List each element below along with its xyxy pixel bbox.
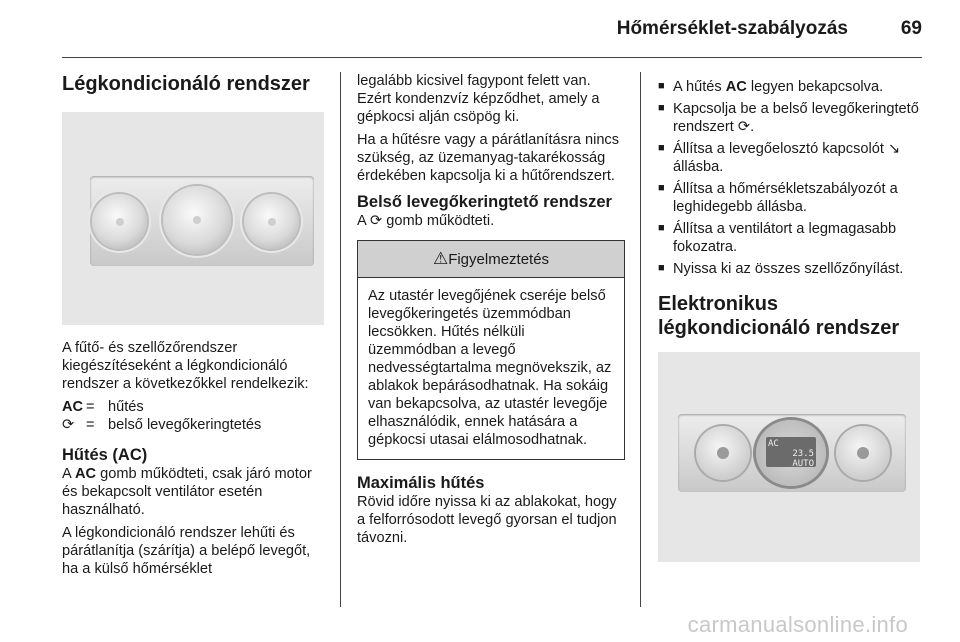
display-dial bbox=[756, 420, 826, 486]
definition-key: AC bbox=[62, 399, 84, 415]
definitions-list bbox=[62, 398, 261, 434]
column-1 bbox=[62, 72, 324, 583]
definition-eq: = bbox=[86, 399, 95, 415]
column-divider-2 bbox=[640, 72, 641, 607]
cooling-text-2: A légkondicionáló rendszer lehűti és párátlanítja (szárítja) a belépő levegőt, ha a külső hőmérséklet bbox=[62, 525, 311, 577]
distribution-knob bbox=[244, 194, 299, 249]
section-heading-electronic-ac: Elektronikus légkondicionáló rendszer bbox=[658, 293, 900, 339]
page-title: Hőmérséklet-szabályozás bbox=[616, 18, 848, 39]
column-2 bbox=[357, 72, 625, 552]
cooling-text: A AC gomb működteti, csak járó motor és bekapcsolt ventilátor esetén használható. bbox=[62, 466, 312, 518]
list-item: ■ Állítsa a levegőelosztó kapcsolót ↘ állásba. bbox=[658, 140, 922, 176]
definition-eq: = bbox=[86, 417, 95, 433]
condensation-text: legalább kicsivel fagypont felett van. Ezért kondenzvíz képződhet, amely a gépkocsi alján csöpög ki. bbox=[357, 73, 600, 125]
fan-knob bbox=[92, 194, 147, 249]
recirculation-icon: ⟳ bbox=[62, 417, 75, 433]
temperature-knob bbox=[163, 186, 231, 254]
recirculation-text: A ⟳ gomb működteti. bbox=[357, 213, 495, 229]
list-item: ■ Állítsa a ventilátort a legmagasabb fokozatra. bbox=[658, 220, 922, 256]
left-control-pad bbox=[696, 426, 750, 480]
watermark: carmanualsonline.info bbox=[687, 612, 908, 637]
definition-row bbox=[62, 416, 261, 434]
header-rule bbox=[62, 57, 922, 58]
warning-text: Az utastér levegőjének cseréje belső levegőkeringetés üzemmódban lecsökken. Hűtés nélküli üzemmódban a levegő nedvességtartalma megnövekszik, az ablakok bepárásodhatnak. Ha sokáig van bekapcsolva, az utastér levegője elhasználódik, ennek hatására a gépkocsi utasai elálmosodhatnak. bbox=[368, 288, 612, 448]
section-heading-ac: Légkondicionáló rendszer bbox=[62, 73, 310, 95]
lcd-screen bbox=[766, 437, 816, 467]
lcd-temperature: 23.5 bbox=[792, 449, 814, 459]
page-number: 69 bbox=[900, 18, 922, 39]
right-control-pad bbox=[836, 426, 890, 480]
warning-icon: ⚠ bbox=[432, 249, 449, 268]
page-header bbox=[0, 0, 960, 58]
definition-value: hűtés bbox=[108, 399, 144, 415]
column-3 bbox=[658, 78, 922, 562]
lcd-auto-label: AUTO bbox=[792, 459, 814, 469]
list-item: ■ Nyissa ki az összes szellőzőnyílást. bbox=[658, 260, 922, 278]
max-cooling-heading: Maximális hűtés bbox=[357, 474, 485, 492]
list-item: ■ Kapcsolja be a belső levegőkeringtető rendszert ⟳. bbox=[658, 100, 922, 136]
max-cooling-steps bbox=[658, 78, 922, 278]
warning-title: Figyelmeztetés bbox=[448, 251, 550, 268]
list-item: ■ A hűtés AC legyen bekapcsolva. bbox=[658, 78, 922, 96]
ac-controls-figure bbox=[62, 112, 324, 325]
electronic-ac-figure bbox=[658, 352, 920, 562]
list-item: ■ Állítsa a hőmérsékletszabályozót a leghidegebb állásba. bbox=[658, 180, 922, 216]
warning-header bbox=[358, 241, 624, 278]
max-cooling-text: Rövid időre nyissa ki az ablakokat, hogy a felforrósodott levegő gyorsan el tudjon távozni. bbox=[357, 494, 617, 546]
definition-value: belső levegőkeringtetés bbox=[108, 417, 262, 433]
cooling-heading: Hűtés (AC) bbox=[62, 446, 148, 464]
column-divider-1 bbox=[340, 72, 341, 607]
recirculation-heading: Belső levegőkeringtető rendszer bbox=[357, 193, 612, 211]
lcd-ac-label: AC bbox=[768, 439, 779, 449]
warning-box bbox=[357, 240, 625, 460]
intro-text: A fűtő- és szellőzőrendszer kiegészítéseként a légkondicionáló rendszer a következőkkel rendelkezik: bbox=[62, 340, 309, 392]
economy-text: Ha a hűtésre vagy a párátlanításra nincs szükség, az üzemanyag-takarékosság érdekében kapcsolja ki a hűtőrendszert. bbox=[357, 132, 620, 184]
definition-row bbox=[62, 398, 261, 416]
